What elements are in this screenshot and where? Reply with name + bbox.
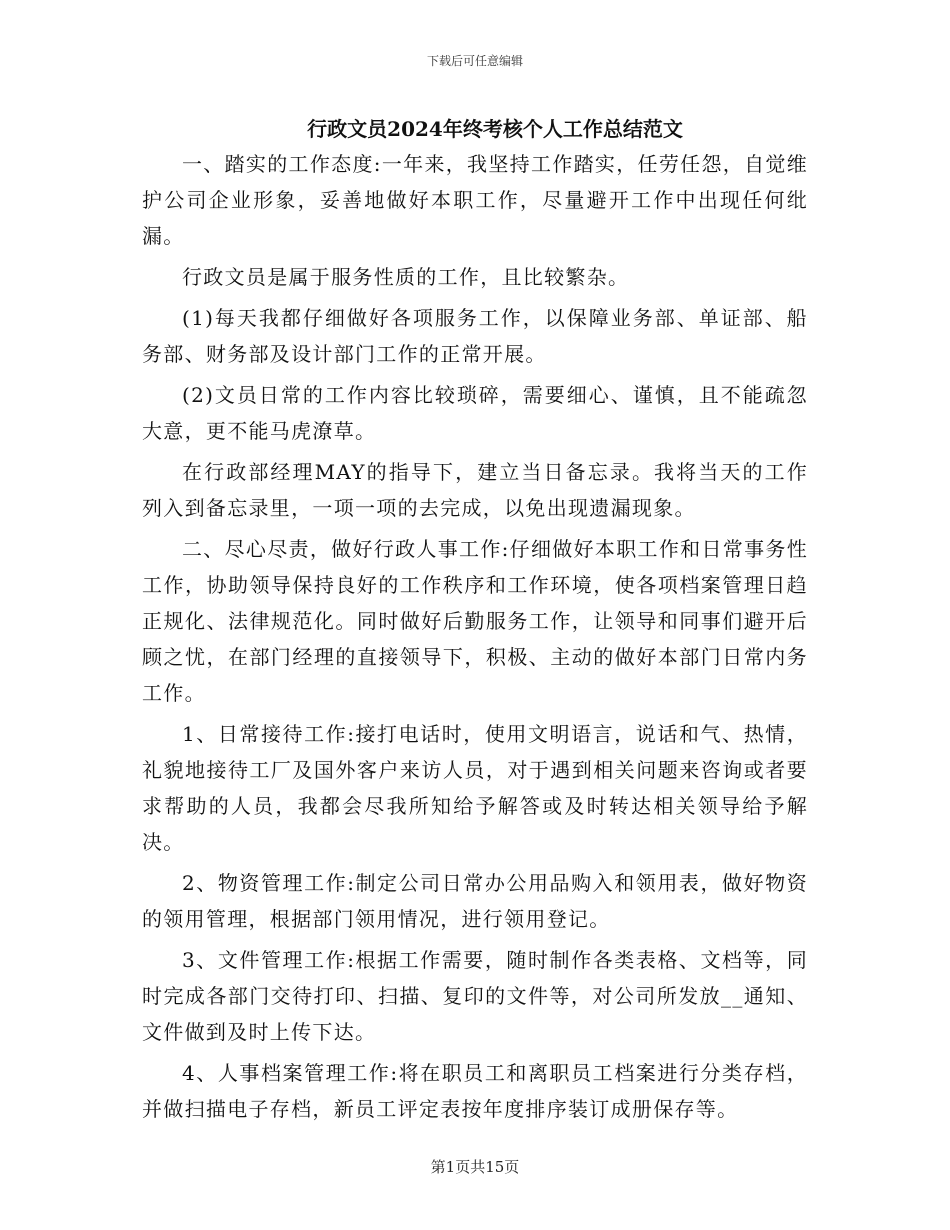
page-number: 第1页共15页 xyxy=(430,1158,520,1176)
paragraph: 行政文员是属于服务性质的工作，且比较繁杂。 xyxy=(182,265,630,289)
paragraph: (1)每天我都仔细做好各项服务工作，以保障业务部、单证部、船务部、财务部及设计部门工作的正常开展。 xyxy=(142,306,808,366)
paragraph: 2、物资管理工作:制定公司日常办公用品购入和领用表，做好物资的领用管理，根据部门领用情况，进行领用登记。 xyxy=(142,871,808,931)
paragraph: 一、踏实的工作态度:一年来，我坚持工作踏实，任劳任怨，自觉维护公司企业形象，妥善地做好本职工作，尽量避开工作中出现任何纰漏。 xyxy=(142,152,808,248)
paragraph: 4、人事档案管理工作:将在职员工和离职员工档案进行分类存档，并做扫描电子存档，新员工评定表按年度排序装订成册保存等。 xyxy=(142,1061,808,1121)
paragraph: 1、日常接待工作:接打电话时，使用文明语言，说话和气、热情，礼貌地接待工厂及国外客户来访人员，对于遇到相关问题来咨询或者要求帮助的人员，我都会尽我所知给予解答或及时转达相关领导给予解决。 xyxy=(142,722,808,854)
document-body xyxy=(142,146,808,1132)
paragraph: 3、文件管理工作:根据工作需要，随时制作各类表格、文档等，同时完成各部门交待打印、扫描、复印的文件等，对公司所发放__通知、文件做到及时上传下达。 xyxy=(142,948,808,1044)
document-title: 行政文员2024年终考核个人工作总结范文 xyxy=(307,117,683,141)
header-note: 下载后可任意编辑 xyxy=(426,54,523,68)
paragraph: (2)文员日常的工作内容比较琐碎，需要细心、谨慎，且不能疏忽大意，更不能马虎潦草。 xyxy=(142,383,808,443)
paragraph: 二、尽心尽责，做好行政人事工作:仔细做好本职工作和日常事务性工作，协助领导保持良好的工作秩序和工作环境，使各项档案管理日趋正规化、法律规范化。同时做好后勤服务工作，让领导和同事们避开后顾之忧，在部门经理的直接领导下，积极、主动的做好本部门日常内务工作。 xyxy=(142,537,808,705)
paragraph: 在行政部经理MAY的指导下，建立当日备忘录。我将当天的工作列入到备忘录里，一项一项的去完成，以免出现遗漏现象。 xyxy=(142,460,808,520)
